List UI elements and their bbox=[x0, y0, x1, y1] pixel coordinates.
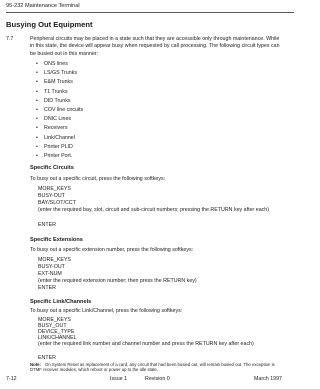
section-title: Busying Out Equipment bbox=[6, 20, 93, 29]
note bbox=[30, 362, 285, 372]
step-line: (enter the required link number and channel number and press the RETURN key after each) bbox=[38, 341, 254, 347]
list-item: • T1 Trunks bbox=[36, 88, 83, 97]
revision-label: Revision 0 bbox=[145, 376, 170, 382]
list-item: • DID Trunks bbox=[36, 97, 83, 106]
list-item: • E&M Trunks bbox=[36, 78, 83, 87]
step-line: DEVICE_TYPE bbox=[38, 329, 75, 335]
step-line: ENTER bbox=[38, 222, 56, 228]
step-line: (enter the required bay, slot, circuit and sub-circuit numbers; pressing the RETURN key after each) bbox=[38, 207, 270, 213]
intro-paragraph: Peripheral circuits may be placed in a state such that they are accessible only through maintenance. While in this state, the device will appear busy when requested by call processing. The following circuit types can be busied out in this manner: bbox=[30, 36, 280, 57]
specific-circuits-intro: To busy out a specific circuit, press the following softkeys: bbox=[30, 176, 166, 182]
running-header: 95-232 Maintenance Terminal bbox=[6, 3, 80, 9]
step-line: BUSY-OUT bbox=[38, 193, 65, 199]
step-line: BAY/SLOT/CCT bbox=[38, 200, 76, 206]
subheading-specific-link-channels: Specific Link/Channels bbox=[30, 299, 92, 305]
page-number: 7-12 bbox=[6, 376, 17, 382]
list-item: • ONS lines bbox=[36, 60, 83, 69]
step-line: BUSY-OUT bbox=[38, 264, 65, 270]
header-rule bbox=[6, 12, 294, 13]
subheading-specific-extensions: Specific Extensions bbox=[30, 237, 83, 243]
issue-label: Issue 1 bbox=[110, 376, 128, 382]
list-item: • LS/GS Trunks bbox=[36, 69, 83, 78]
list-item: • Printer Port. bbox=[36, 152, 83, 161]
step-line: MORE_KEYS bbox=[38, 257, 71, 263]
step-line: ENTER bbox=[38, 285, 56, 291]
list-item: • Link/Channel bbox=[36, 134, 83, 143]
subheading-specific-circuits: Specific Circuits bbox=[30, 165, 74, 171]
specific-extensions-intro: To busy out a specific extension number, press the following softkeys: bbox=[30, 247, 194, 253]
list-item: • DNIC Lines bbox=[36, 115, 83, 124]
circuit-type-list bbox=[36, 60, 83, 161]
note-label: Note: bbox=[30, 362, 41, 367]
note-text: On System Reset as replacement of a card, any circuit that had been busied out, will remain busied out. The exception is DTMF receiver modules, which reboot or power up to the idle state. bbox=[30, 362, 275, 373]
list-item: • Receivers bbox=[36, 124, 83, 133]
section-number: 7.7 bbox=[6, 36, 14, 42]
list-item: • Printer PLID bbox=[36, 143, 83, 152]
step-line: MORE_KEYS bbox=[38, 186, 71, 192]
step-line: BUSY_OUT bbox=[38, 323, 67, 329]
step-line: (enter the required extension number; then press the RETURN key) bbox=[38, 278, 197, 284]
step-line: ENTER bbox=[38, 355, 56, 361]
specific-link-channels-intro: To busy out a specific Link/Channel, press the following softkeys: bbox=[30, 308, 183, 314]
step-line: LINK/CHANNEL bbox=[38, 335, 77, 341]
step-line: EXT-NUM bbox=[38, 271, 62, 277]
publication-date: March 1997 bbox=[254, 376, 282, 382]
step-line: MORE_KEYS bbox=[38, 317, 71, 323]
list-item: • COV line circuits bbox=[36, 106, 83, 115]
